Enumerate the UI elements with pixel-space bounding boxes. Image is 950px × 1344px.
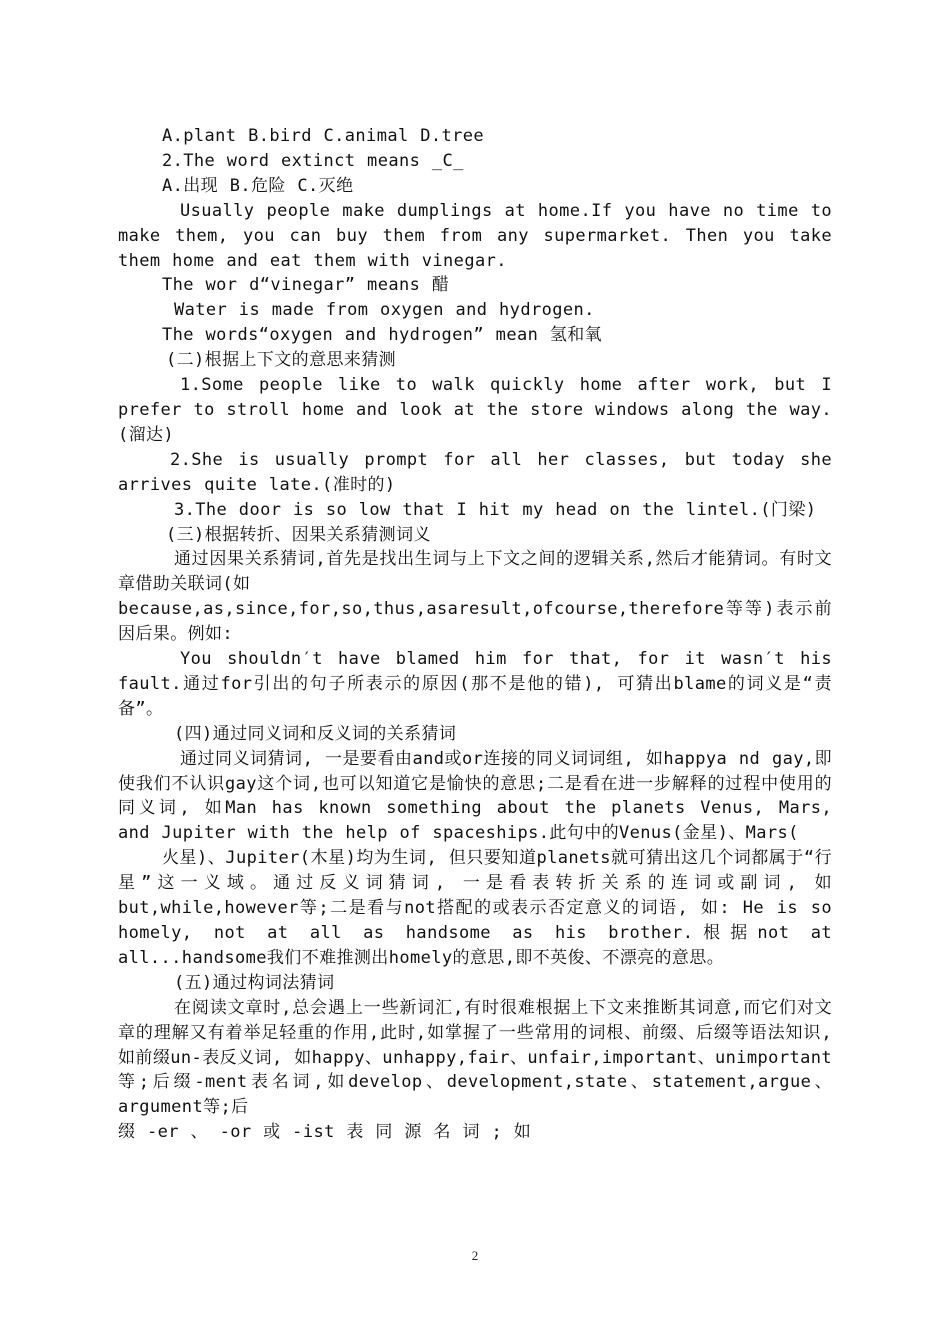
section-heading-4: (四)通过同义词和反义词的关系猜词 — [174, 723, 457, 744]
section-heading-2: (二)根据上下文的意思来猜测 — [166, 350, 397, 371]
context-example-2: 2.She is usually prompt for all her classes, but today she arrives quite late.(准时的) — [118, 449, 832, 495]
page-body — [118, 124, 832, 1145]
oxygen-meaning: The words“oxygen and hydrogen” mean 氢和氧 — [162, 325, 603, 346]
section-heading-3: (三)根据转折、因果关系猜测词义 — [166, 524, 431, 545]
synonym-paragraph: 通过同义词猜词, 一是要看由and或or连接的同义词词组, 如happya nd gay,即使我们不认识gay这个词,也可以知道它是愉快的意思;二是看在进一步解释的过程中使用的同义词, 如Man has known something about the planets Venus, Mars, and Jupiter with the help of spaceships.此句中的Venus(金星)、Mars( — [118, 748, 832, 844]
option-line-1: A.plant B.bird C.animal D.tree — [162, 126, 485, 146]
context-example-3: 3.The door is so low that I hit my head on the lintel.(门梁) — [174, 499, 817, 520]
question-line-2: 2.The word extinct means _C_ — [162, 150, 464, 171]
example-paragraph-dumplings: Usually people make dumplings at home.If you have no time to make them, you can buy them from any supermarket. Then you take them home and eat them with vinegar. — [118, 200, 832, 271]
page-number: 2 — [471, 1248, 479, 1263]
cause-effect-connectives: because,as,since,for,so,thus,asaresult,ofcourse,therefore等等)表示前因后果。例如: — [118, 599, 832, 645]
section-heading-5: (五)通过构词法猜词 — [174, 972, 335, 993]
suffix-line: 缀 -er 、 -or 或 -ist 表 同 源 名 词 ; 如 — [118, 1122, 532, 1143]
option-line-2: A.出现 B.危险 C.灭绝 — [162, 175, 354, 196]
cause-effect-intro: 通过因果关系猜词,首先是找出生词与上下文之间的逻辑关系,然后才能猜词。有时文章借助关联词(如 — [118, 549, 832, 595]
context-example-1: 1.Some people like to walk quickly home after work, but I prefer to stroll home and look at the store windows along the way.(溜达) — [118, 375, 832, 445]
water-sentence: Water is made from oxygen and hydrogen. — [174, 300, 595, 321]
blame-example: You shouldn′t have blamed him for that, for it wasn′t his fault.通过for引出的句子所表示的原因(那不是他的错), 可猜出blame的词义是“责备”。 — [118, 649, 832, 719]
word-formation-paragraph: 在阅读文章时,总会遇上一些新词汇,有时很难根据上下文来推断其词意,而它们对文章的理解又有着举足轻重的作用,此时,如掌握了一些常用的词根、前缀、后缀等语法知识, 如前缀un-表反义词, 如happy、unhappy,fair、unfair,important、unimportant等;后缀-ment表名词,如develop、development,state、statement,argue、argument等;后 — [118, 997, 832, 1118]
vinegar-meaning: The wor d“vinegar” means 醋 — [162, 275, 450, 296]
antonym-paragraph: 火星)、Jupiter(木星)均为生词, 但只要知道planets就可猜出这几个词都属于“行星”这一义域。通过反义词猜词, 一是看表转折关系的连词或副词, 如but,while,however等;二是看与not搭配的或表示否定意义的词语, 如: He is so homely, not at all as handsome as his brother.根据not at all...handsome我们不难推测出homely的意思,即不英俊、不漂亮的意思。 — [118, 848, 832, 968]
